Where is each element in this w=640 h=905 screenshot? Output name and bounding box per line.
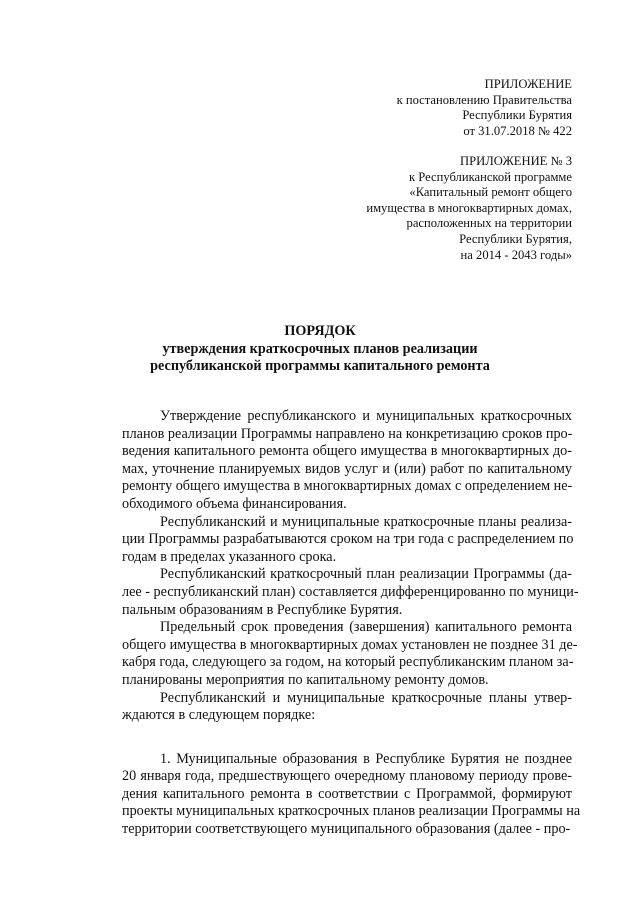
appendix-2-line: «Капитальный ремонт общего <box>409 185 572 200</box>
paragraph-line: Республиканский и муниципальные краткосрочные планы реализа- <box>160 513 572 530</box>
paragraph-line: Утверждение республиканского и муниципальных краткосрочных <box>160 408 572 424</box>
paragraph-line: планированы мероприятия по капитальному ремонту домов. <box>122 671 489 688</box>
appendix-header-2 <box>366 154 572 263</box>
paragraph-line: ждаются в следующем порядке: <box>122 707 316 724</box>
paragraph-line: ции Программы разрабатываются сроком на три года с распределением по <box>122 531 574 548</box>
paragraph <box>84 566 579 619</box>
document-subtitle-line: утверждения краткосрочных планов реализации <box>162 340 478 357</box>
paragraph-line: 20 января года, предшествующего очередному плановому периоду прове- <box>122 768 572 785</box>
paragraph-line: Республиканский и муниципальные краткосрочные планы утвер- <box>160 689 572 706</box>
paragraph-line: пальным образованиям в Республике Бурятия. <box>122 601 403 618</box>
appendix-2-line: имущества в многоквартирных домах, <box>366 200 572 215</box>
appendix-2-line: к Республиканской программе <box>408 169 572 184</box>
document-heading <box>0 323 640 376</box>
paragraph-line: 1. Муниципальные образования в Республике Бурятия не позднее <box>160 750 572 767</box>
document-title: ПОРЯДОК <box>284 323 356 339</box>
paragraph-line: дения капитального ремонта в соответствии с Программой, формируют <box>122 785 572 802</box>
paragraph <box>84 750 581 839</box>
appendix-2-line: расположенных на территории <box>406 216 572 231</box>
paragraph-line: ведения капитального ремонта общего имущества в многоквартирных до- <box>122 443 572 460</box>
paragraph-line: общего имущества в многоквартирных домах установлен не позднее 31 де- <box>122 636 578 653</box>
paragraph <box>84 619 578 689</box>
appendix-1-line: к постановлению Правительства <box>396 92 572 107</box>
appendix-header-1 <box>397 77 572 139</box>
document-subtitle-line: республиканской программы капитального ремонта <box>150 358 490 374</box>
paragraph <box>84 408 572 514</box>
document-body <box>84 408 581 839</box>
paragraph <box>84 690 572 725</box>
appendix-1-line: Республики Бурятия <box>462 108 572 123</box>
appendix-2-line: на 2014 - 2043 годы» <box>460 247 572 262</box>
paragraph-line: годам в пределах указанного срока. <box>122 548 337 565</box>
appendix-2-line: Республики Бурятия, <box>459 231 572 246</box>
paragraph-line: мах, уточнение планируемых видов услуг и (или) работ по капитальному <box>122 460 572 477</box>
paragraph-line: планов реализации Программы направлено на конкретизацию сроков про- <box>122 425 573 442</box>
paragraph-line: Предельный срок проведения (завершения) капитального ремонта <box>160 619 572 636</box>
paragraph-line: проекты муниципальных краткосрочных планов реализации Программы на <box>122 803 581 820</box>
paragraph <box>84 514 572 567</box>
paragraph-line: лее - республиканский план) составляется дифференцированно по муници- <box>122 583 579 600</box>
paragraph-line: территории соответствующего муниципального образования (далее - про- <box>122 821 571 838</box>
paragraph-line: кабря года, следующего за годом, на который республиканским планом за- <box>122 654 574 671</box>
paragraph-line: ремонту общего имущества в многоквартирных домах с определением не- <box>122 478 573 495</box>
paragraph-line: обходимого объема финансирования. <box>122 495 347 512</box>
appendix-1-line: от 31.07.2018 № 422 <box>463 123 572 138</box>
appendix-1-line: ПРИЛОЖЕНИЕ <box>484 77 572 91</box>
paragraph-line: Республиканский краткосрочный план реализации Программы (да- <box>160 566 572 583</box>
appendix-2-line: ПРИЛОЖЕНИЕ № 3 <box>460 154 572 168</box>
